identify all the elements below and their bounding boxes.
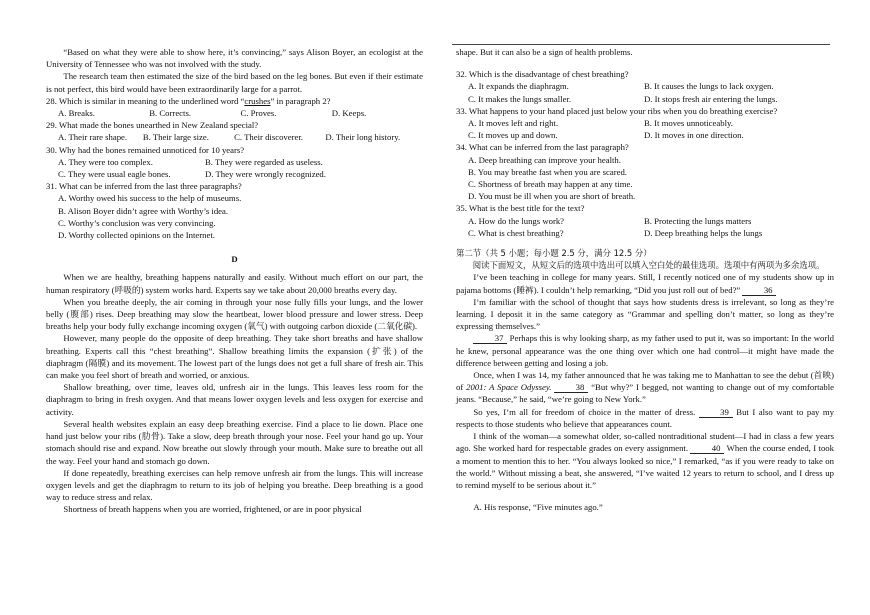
q34-option-c[interactable]: C. Shortness of breath may happen at any time. <box>468 179 633 190</box>
question-31-stem: 31. What can be inferred from the last three paragraphs? <box>46 181 242 192</box>
passage-d-paragraph-1: When we are healthy, breathing happens naturally and easily. Without much effort on our part, the human respiratory (呼吸的) system works hard. Experts say we take about 20,000 breaths every day. <box>46 272 423 295</box>
q29-option-a[interactable]: A. Their rare shape. <box>58 132 128 143</box>
question-33-options <box>456 117 834 141</box>
q32-option-d[interactable]: D. It stops fresh air entering the lungs. <box>644 93 778 104</box>
cloze-paragraph-3 <box>456 332 834 369</box>
cloze-paragraph-4 <box>456 369 834 406</box>
q33-option-d[interactable]: D. It moves in one direction. <box>644 130 744 141</box>
q30-option-a[interactable]: A. They were too complex. <box>58 156 153 167</box>
question-35-stem: 35. What is the best title for the text? <box>456 203 585 214</box>
q29-option-d[interactable]: D. Their long history. <box>325 132 401 143</box>
passage-d-paragraph-4: Shallow breathing, over time, leaves old, unfresh air in the lungs. This leaves less room for the diaphragm to bring in fresh oxygen. And that means lower oxygen levels and less oxygen for exercise and activity. <box>46 382 423 417</box>
q35-option-b[interactable]: B. Protecting the lungs matters <box>644 215 752 226</box>
cloze-paragraph-6-text-a: I think of the woman—a somewhat older, so-called nontraditional student—I had in class a few years ago. She worked hard for respectable grades on every assignment. <box>456 431 834 454</box>
cloze-paragraph-4-text-a: Once, when I was 14, my father announced that he was taking me to Manhattan to see the debut (首映) of <box>456 370 834 393</box>
cloze-paragraph-5 <box>456 406 834 430</box>
q28-option-b[interactable]: B. Corrects. <box>149 108 191 119</box>
q34-option-d[interactable]: D. You must be ill when you are short of breath. <box>468 191 636 202</box>
q28-option-d[interactable]: D. Keeps. <box>331 108 367 119</box>
q31-option-d[interactable]: D. Worthy collected opinions on the Internet. <box>58 230 215 241</box>
q30-option-b[interactable]: B. They were regarded as useless. <box>205 156 323 167</box>
q34-option-a[interactable]: A. Deep breathing can improve your health. <box>468 154 621 165</box>
passage-d-paragraph-2: When you breathe deeply, the air coming in through your nose fully fills your lungs, and the lower belly (腹部) rises. Deep breathing may slow the heartbeat, lower blood pressure and lower stress. Deep breaths help your body fully exchange incoming oxygen (氧气) with outgoing carbon dioxide (二氧化碳). <box>46 296 423 332</box>
section-2-instructions: 阅读下面短文，从短文后的选项中选出可以填入空白处的最佳选项。选项中有两项为多余选项。 <box>472 260 825 271</box>
blank-38[interactable]: 38 <box>554 382 588 393</box>
q32-option-a[interactable]: A. It expands the diaphragm. <box>468 81 569 92</box>
q32-option-c[interactable]: C. It makes the lungs smaller. <box>468 93 572 104</box>
right-column <box>456 46 834 513</box>
intro-paragraph-2: The research team then estimated the size of the bird based on the leg bones. But even if their estimate is not perfect, this bird would have been extraordinarily large for a parrot. <box>46 71 423 94</box>
passage-d-continuation: shape. But it can also be a sign of health problems. <box>456 47 633 57</box>
header-rule <box>452 44 830 45</box>
cloze-option-a[interactable]: A. His response, “Five minutes ago.” <box>473 502 603 513</box>
q33-option-b[interactable]: B. It moves unnoticeably. <box>644 118 733 129</box>
passage-d-paragraph-5: Several health websites explain an easy deep breathing exercise. Find a place to lie down. Place one hand just below your ribs (肋骨). Take a slow, deep breath through your nose. Feel your hand go up. Your stomach should rise and expand. Now breathe out slowly through your mouth. Make sure to breathe out all the way. Feel your hand and stomach go down. <box>46 418 423 466</box>
q29-option-b[interactable]: B. Their large size. <box>142 132 209 143</box>
q35-option-d[interactable]: D. Deep breathing helps the lungs <box>644 227 763 238</box>
q33-option-c[interactable]: C. It moves up and down. <box>468 130 558 141</box>
question-35-options <box>456 215 834 239</box>
question-32-stem: 32. Which is the disadvantage of chest breathing? <box>456 69 629 80</box>
cloze-paragraph-1-text: I’ve been teaching in college for many years. Still, I recently noticed one of my students show up in pajama bottoms (睡裤). I couldn’t help remarking, “Did you just roll out of bed?” <box>456 272 834 295</box>
question-30-options <box>46 156 423 180</box>
blank-37[interactable]: 37 <box>473 333 507 344</box>
q28-option-c[interactable]: C. Proves. <box>240 108 277 119</box>
cloze-paragraph-1 <box>456 271 834 295</box>
cloze-paragraph-3-text: Perhaps this is why looking sharp, as my father used to put it, was so important: In the world he knew, personal appearance was the one thing over which one had control—it might have made the difference between getting and losing a job. <box>456 333 834 368</box>
q34-option-b[interactable]: B. You may breathe fast when you are scared. <box>468 166 627 177</box>
question-29-stem: 29. What made the bones unearthed in New Zealand special? <box>46 120 259 131</box>
q28-stem-post: ” in paragraph 2? <box>270 95 331 106</box>
q35-option-a[interactable]: A. How do the lungs work? <box>468 215 565 226</box>
q29-option-c[interactable]: C. Their discoverer. <box>234 132 303 143</box>
passage-d-paragraph-3: However, many people do the opposite of deep breathing. They take short breaths and have shallow breathing. Experts call this “chest breathing”. Shallow breathing limits the expansion (扩张) of the diaphragm (隔膜) and its movement. The lowest part of the lungs does not get a full share of fresh air. This can make you feel short of breath and worried, or anxious. <box>46 333 423 381</box>
question-29-options <box>46 131 423 143</box>
q28-option-a[interactable]: A. Breaks. <box>58 108 95 119</box>
q28-underlined-word: crushes <box>244 95 271 106</box>
q35-option-c[interactable]: C. What is chest breathing? <box>468 227 564 238</box>
film-title: 2001: A Space Odyssey. <box>466 382 552 393</box>
cloze-paragraph-6-text-b: When the course ended, I took a moment to mention this to her. “You always looked so nice,” I remarked, “as if you were ready to take on the world.” Without missing a beat, she answered, “I’ve waited 12 years to return to school, and I dress up to remind myself to be serious about it.” <box>456 443 834 490</box>
passage-d-paragraph-7: Shortness of breath happens when you are worried, frightened, or are in poor physical <box>63 504 362 515</box>
q31-option-c[interactable]: C. Worthy’s conclusion was very convincing. <box>58 217 216 228</box>
q32-option-b[interactable]: B. It causes the lungs to lack oxygen. <box>644 81 774 92</box>
q33-option-a[interactable]: A. It moves left and right. <box>468 118 558 129</box>
passage-d-heading: D <box>231 254 238 265</box>
q30-option-d[interactable]: D. They were wrongly recognized. <box>205 169 326 180</box>
q28-stem-pre: 28. Which is similar in meaning to the underlined word “ <box>46 95 245 106</box>
question-33-stem: 33. What happens to your hand placed just below your ribs when you do breathing exercise? <box>456 105 778 116</box>
q30-option-c[interactable]: C. They were usual eagle bones. <box>58 169 171 180</box>
blank-39[interactable]: 39 <box>699 407 733 418</box>
q31-option-a[interactable]: A. Worthy owed his success to the help of museums. <box>58 193 242 204</box>
question-30-stem: 30. Why had the bones remained unnoticed for 10 years? <box>46 144 245 155</box>
question-32-options <box>456 80 834 104</box>
section-2-title: 第二节（共 5 小题；每小题 2.5 分，满分 12.5 分） <box>456 248 652 259</box>
q31-option-b[interactable]: B. Alison Boyer didn’t agree with Worthy’s idea. <box>58 205 229 216</box>
intro-paragraph-1: “Based on what they were able to show here, it’s convincing,” says Alison Boyer, an ecologist at the University of Tennessee who was not involved with the study. <box>46 47 423 70</box>
question-34-stem: 34. What can be inferred from the last paragraph? <box>456 142 629 153</box>
passage-d-paragraph-6: If done repeatedly, breathing exercises can help remove unfresh air from the lungs. This will increase oxygen levels and get the diaphragm to return to its job of helping you breathe. Deep breathing is a good way to reduce stress and relax. <box>46 467 423 503</box>
blank-40[interactable]: 40 <box>690 443 724 454</box>
cloze-paragraph-5-text-b: But I also want to pay my respects to those students who believe that appearances count. <box>456 406 834 429</box>
cloze-paragraph-6 <box>456 430 834 491</box>
cloze-paragraph-2: I’m familiar with the school of thought that says how students dress is irrelevant, so long as they’re learning. I deposit it in the same category as “Grammar and spelling don’t matter, so long as they’re expressing themselves.” <box>456 296 834 332</box>
cloze-paragraph-5-text-a: So yes, I’m all for freedom of choice in the matter of dress. <box>473 406 696 417</box>
left-column <box>46 46 423 516</box>
question-28-stem <box>46 95 423 107</box>
blank-36[interactable]: 36 <box>742 285 776 296</box>
cloze-paragraph-4-text-b: “But why?” I begged, not wanting to change out of my comfortable jeans. “Because,” he said, “we’re going to New York.” <box>456 382 834 405</box>
question-28-options <box>46 107 423 119</box>
